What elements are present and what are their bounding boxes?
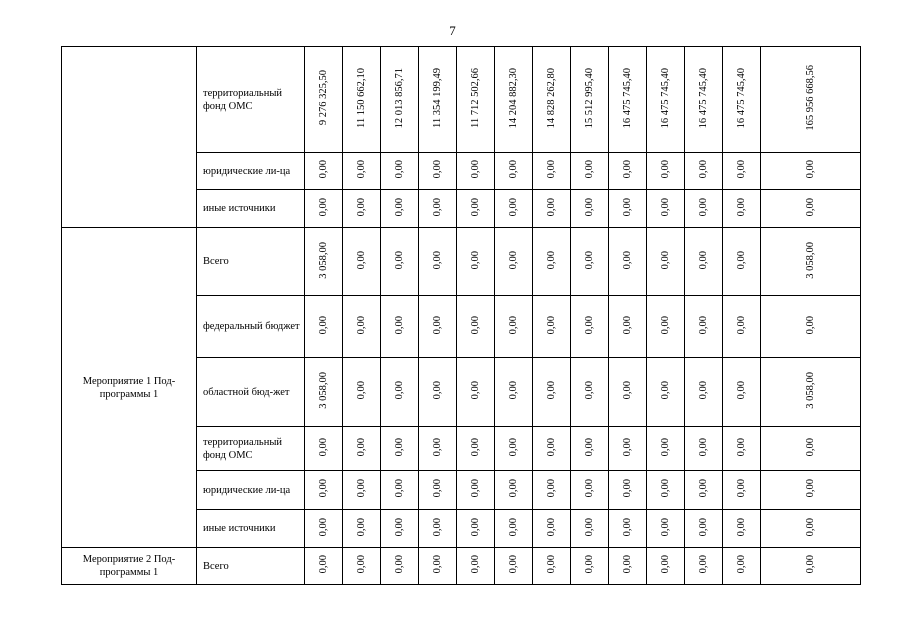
year-value-cell	[571, 358, 609, 427]
year-value-cell	[495, 510, 533, 548]
year-value-cell	[343, 510, 381, 548]
total-value-cell	[761, 228, 861, 296]
table-row	[62, 548, 861, 585]
year-value-cell	[533, 358, 571, 427]
amount-text: 0,00	[659, 250, 671, 270]
amount-text: 0,00	[621, 160, 633, 179]
year-value-cell	[495, 358, 533, 427]
amount-text: 0,00	[621, 555, 633, 574]
year-value-cell	[457, 296, 495, 358]
amount-text: 0,00	[697, 517, 709, 537]
year-value-cell	[685, 358, 723, 427]
amount-text: 0,00	[735, 517, 747, 537]
amount-text: 0,00	[469, 250, 481, 270]
year-value-cell	[609, 358, 647, 427]
amount-text: 0,00	[697, 250, 709, 270]
amount-text: 0,00	[317, 315, 329, 335]
year-value-cell	[723, 153, 761, 190]
year-value-cell	[685, 510, 723, 548]
amount-text: 0,00	[469, 479, 481, 498]
year-value-cell	[381, 190, 419, 228]
amount-text: 0,00	[507, 250, 519, 270]
year-value-cell	[647, 47, 685, 153]
year-value-cell	[609, 510, 647, 548]
amount-text: 0,00	[469, 555, 481, 574]
amount-text: 16 475 745,40	[659, 67, 671, 129]
amount-text: 0,00	[545, 555, 557, 574]
year-value-cell	[533, 427, 571, 471]
year-value-cell	[495, 471, 533, 510]
amount-text: 0,00	[393, 517, 405, 537]
amount-text: 0,00	[355, 517, 367, 537]
amount-text: 0,00	[545, 517, 557, 537]
year-value-cell	[723, 427, 761, 471]
amount-text: 3 058,00	[804, 372, 816, 409]
funding-source-cell: территориальный фонд ОМС	[197, 427, 305, 471]
amount-text: 0,00	[804, 479, 816, 498]
year-value-cell	[495, 296, 533, 358]
amount-text: 0,00	[431, 315, 443, 335]
amount-text: 0,00	[469, 197, 481, 217]
amount-text: 0,00	[697, 381, 709, 400]
amount-text: 0,00	[659, 381, 671, 400]
year-value-cell	[457, 190, 495, 228]
amount-text: 0,00	[431, 160, 443, 179]
year-value-cell	[381, 47, 419, 153]
amount-text: 0,00	[469, 437, 481, 457]
year-value-cell	[685, 471, 723, 510]
amount-text: 0,00	[507, 197, 519, 217]
year-value-cell	[609, 296, 647, 358]
amount-text: 14 828 262,80	[545, 67, 557, 129]
amount-text: 0,00	[393, 555, 405, 574]
year-value-cell	[305, 47, 343, 153]
year-value-cell	[457, 228, 495, 296]
year-value-cell	[419, 153, 457, 190]
activity-name-cell: Мероприятие 2 Под-программы 1	[62, 548, 197, 585]
year-value-cell	[419, 471, 457, 510]
year-value-cell	[723, 228, 761, 296]
year-value-cell	[457, 471, 495, 510]
amount-text: 0,00	[507, 437, 519, 457]
total-value-cell	[761, 427, 861, 471]
amount-text: 0,00	[735, 315, 747, 335]
year-value-cell	[343, 358, 381, 427]
amount-text: 0,00	[735, 437, 747, 457]
year-value-cell	[419, 296, 457, 358]
amount-text: 16 475 745,40	[735, 67, 747, 129]
amount-text: 0,00	[355, 160, 367, 179]
page-number: 7	[449, 23, 456, 38]
amount-text: 0,00	[804, 197, 816, 217]
amount-text: 0,00	[804, 555, 816, 574]
year-value-cell	[305, 228, 343, 296]
year-value-cell	[609, 548, 647, 585]
year-value-cell	[609, 471, 647, 510]
amount-text: 0,00	[545, 315, 557, 335]
amount-text: 0,00	[431, 381, 443, 400]
amount-text: 3 058,00	[317, 241, 329, 279]
amount-text: 16 475 745,40	[621, 67, 633, 129]
amount-text: 0,00	[697, 479, 709, 498]
year-value-cell	[305, 427, 343, 471]
year-value-cell	[533, 190, 571, 228]
year-value-cell	[647, 153, 685, 190]
year-value-cell	[609, 427, 647, 471]
year-value-cell	[685, 190, 723, 228]
year-value-cell	[533, 153, 571, 190]
amount-text: 15 512 995,40	[583, 67, 595, 129]
amount-text: 0,00	[431, 197, 443, 217]
year-value-cell	[457, 358, 495, 427]
year-value-cell	[609, 228, 647, 296]
year-value-cell	[533, 548, 571, 585]
amount-text: 0,00	[545, 437, 557, 457]
year-value-cell	[305, 153, 343, 190]
year-value-cell	[381, 228, 419, 296]
year-value-cell	[495, 427, 533, 471]
year-value-cell	[381, 548, 419, 585]
funding-source-cell: юридические ли-ца	[197, 471, 305, 510]
amount-text: 0,00	[583, 250, 595, 270]
amount-text: 0,00	[317, 517, 329, 537]
amount-text: 0,00	[735, 197, 747, 217]
amount-text: 0,00	[697, 197, 709, 217]
year-value-cell	[419, 548, 457, 585]
amount-text: 0,00	[659, 315, 671, 335]
year-value-cell	[305, 296, 343, 358]
funding-source-cell: Всего	[197, 548, 305, 585]
year-value-cell	[533, 47, 571, 153]
year-value-cell	[533, 471, 571, 510]
year-value-cell	[647, 190, 685, 228]
amount-text: 0,00	[355, 437, 367, 457]
year-value-cell	[457, 47, 495, 153]
amount-text: 0,00	[317, 479, 329, 498]
year-value-cell	[609, 190, 647, 228]
amount-text: 9 276 325,50	[317, 70, 329, 126]
amount-text: 0,00	[507, 479, 519, 498]
year-value-cell	[457, 548, 495, 585]
amount-text: 0,00	[583, 160, 595, 179]
activity-name-cell: Мероприятие 1 Под-программы 1	[62, 228, 197, 548]
amount-text: 0,00	[697, 160, 709, 179]
amount-text: 0,00	[431, 555, 443, 574]
amount-text: 0,00	[507, 160, 519, 179]
table-row	[62, 228, 861, 296]
year-value-cell	[571, 548, 609, 585]
year-value-cell	[381, 471, 419, 510]
budget-table	[61, 46, 861, 585]
year-value-cell	[381, 510, 419, 548]
amount-text: 0,00	[621, 250, 633, 270]
total-value-cell	[761, 153, 861, 190]
amount-text: 0,00	[545, 479, 557, 498]
amount-text: 0,00	[697, 555, 709, 574]
year-value-cell	[571, 471, 609, 510]
year-value-cell	[533, 510, 571, 548]
year-value-cell	[381, 358, 419, 427]
year-value-cell	[381, 296, 419, 358]
amount-text: 11 150 662,10	[355, 68, 367, 128]
amount-text: 0,00	[469, 315, 481, 335]
amount-text: 0,00	[469, 381, 481, 400]
amount-text: 3 058,00	[804, 241, 816, 279]
amount-text: 0,00	[659, 437, 671, 457]
year-value-cell	[609, 47, 647, 153]
amount-text: 0,00	[804, 315, 816, 335]
year-value-cell	[647, 358, 685, 427]
amount-text: 11 712 502,66	[469, 68, 481, 128]
year-value-cell	[305, 510, 343, 548]
amount-text: 0,00	[431, 517, 443, 537]
total-value-cell	[761, 471, 861, 510]
amount-text: 0,00	[583, 555, 595, 574]
amount-text: 0,00	[621, 437, 633, 457]
amount-text: 0,00	[355, 479, 367, 498]
amount-text: 0,00	[507, 555, 519, 574]
amount-text: 0,00	[659, 197, 671, 217]
amount-text: 0,00	[393, 197, 405, 217]
amount-text: 0,00	[583, 197, 595, 217]
year-value-cell	[343, 228, 381, 296]
year-value-cell	[343, 427, 381, 471]
amount-text: 0,00	[735, 479, 747, 498]
amount-text: 0,00	[621, 315, 633, 335]
year-value-cell	[685, 47, 723, 153]
year-value-cell	[609, 153, 647, 190]
amount-text: 0,00	[393, 381, 405, 400]
amount-text: 0,00	[317, 555, 329, 574]
year-value-cell	[647, 427, 685, 471]
year-value-cell	[457, 427, 495, 471]
year-value-cell	[495, 47, 533, 153]
year-value-cell	[419, 510, 457, 548]
year-value-cell	[457, 153, 495, 190]
year-value-cell	[685, 228, 723, 296]
amount-text: 0,00	[355, 197, 367, 217]
year-value-cell	[419, 47, 457, 153]
year-value-cell	[571, 510, 609, 548]
amount-text: 0,00	[659, 160, 671, 179]
year-value-cell	[343, 47, 381, 153]
year-value-cell	[647, 296, 685, 358]
total-value-cell	[761, 358, 861, 427]
table-row	[62, 47, 861, 153]
year-value-cell	[495, 190, 533, 228]
funding-source-cell: Всего	[197, 228, 305, 296]
year-value-cell	[571, 427, 609, 471]
year-value-cell	[343, 548, 381, 585]
year-value-cell	[723, 190, 761, 228]
amount-text: 0,00	[507, 315, 519, 335]
year-value-cell	[381, 153, 419, 190]
year-value-cell	[343, 471, 381, 510]
year-value-cell	[685, 427, 723, 471]
amount-text: 0,00	[735, 381, 747, 400]
amount-text: 0,00	[735, 160, 747, 179]
amount-text: 14 204 882,30	[507, 67, 519, 129]
year-value-cell	[647, 548, 685, 585]
amount-text: 0,00	[735, 555, 747, 574]
year-value-cell	[381, 427, 419, 471]
amount-text: 0,00	[804, 517, 816, 537]
activity-name-cell	[62, 47, 197, 228]
total-value-cell	[761, 47, 861, 153]
amount-text: 0,00	[621, 197, 633, 217]
amount-text: 0,00	[393, 479, 405, 498]
amount-text: 0,00	[317, 160, 329, 179]
year-value-cell	[571, 47, 609, 153]
amount-text: 0,00	[469, 160, 481, 179]
year-value-cell	[685, 296, 723, 358]
amount-text: 0,00	[659, 555, 671, 574]
total-value-cell	[761, 190, 861, 228]
amount-text: 0,00	[507, 517, 519, 537]
amount-text: 0,00	[804, 437, 816, 457]
year-value-cell	[685, 153, 723, 190]
amount-text: 0,00	[804, 160, 816, 179]
year-value-cell	[571, 228, 609, 296]
year-value-cell	[571, 153, 609, 190]
amount-text: 0,00	[469, 517, 481, 537]
year-value-cell	[723, 358, 761, 427]
total-value-cell	[761, 548, 861, 585]
amount-text: 0,00	[317, 437, 329, 457]
year-value-cell	[533, 296, 571, 358]
amount-text: 12 013 856,71	[393, 67, 405, 129]
amount-text: 0,00	[431, 250, 443, 270]
amount-text: 0,00	[545, 197, 557, 217]
total-value-cell	[761, 296, 861, 358]
amount-text: 0,00	[583, 479, 595, 498]
amount-text: 0,00	[735, 250, 747, 270]
year-value-cell	[343, 153, 381, 190]
funding-source-cell: юридические ли-ца	[197, 153, 305, 190]
amount-text: 0,00	[393, 160, 405, 179]
amount-text: 16 475 745,40	[697, 67, 709, 129]
amount-text: 0,00	[697, 437, 709, 457]
year-value-cell	[647, 471, 685, 510]
year-value-cell	[533, 228, 571, 296]
amount-text: 0,00	[431, 437, 443, 457]
amount-text: 165 956 668,56	[804, 65, 816, 131]
amount-text: 0,00	[545, 250, 557, 270]
amount-text: 0,00	[583, 315, 595, 335]
year-value-cell	[647, 228, 685, 296]
year-value-cell	[495, 548, 533, 585]
amount-text: 3 058,00	[317, 372, 329, 409]
year-value-cell	[571, 296, 609, 358]
year-value-cell	[723, 510, 761, 548]
year-value-cell	[419, 190, 457, 228]
year-value-cell	[305, 471, 343, 510]
year-value-cell	[305, 548, 343, 585]
year-value-cell	[419, 427, 457, 471]
amount-text: 0,00	[431, 479, 443, 498]
funding-source-cell: федеральный бюджет	[197, 296, 305, 358]
year-value-cell	[495, 153, 533, 190]
year-value-cell	[457, 510, 495, 548]
amount-text: 0,00	[659, 479, 671, 498]
year-value-cell	[685, 548, 723, 585]
amount-text: 11 354 199,49	[431, 68, 443, 128]
year-value-cell	[723, 296, 761, 358]
funding-source-cell: иные источники	[197, 190, 305, 228]
funding-source-cell: иные источники	[197, 510, 305, 548]
year-value-cell	[571, 190, 609, 228]
amount-text: 0,00	[545, 160, 557, 179]
total-value-cell	[761, 510, 861, 548]
amount-text: 0,00	[545, 381, 557, 400]
amount-text: 0,00	[355, 381, 367, 400]
amount-text: 0,00	[583, 381, 595, 400]
amount-text: 0,00	[583, 437, 595, 457]
amount-text: 0,00	[317, 197, 329, 217]
amount-text: 0,00	[393, 315, 405, 335]
year-value-cell	[343, 296, 381, 358]
amount-text: 0,00	[583, 517, 595, 537]
year-value-cell	[305, 358, 343, 427]
year-value-cell	[723, 471, 761, 510]
year-value-cell	[723, 47, 761, 153]
year-value-cell	[419, 228, 457, 296]
amount-text: 0,00	[659, 517, 671, 537]
amount-text: 0,00	[697, 315, 709, 335]
year-value-cell	[343, 190, 381, 228]
year-value-cell	[419, 358, 457, 427]
amount-text: 0,00	[355, 250, 367, 270]
amount-text: 0,00	[393, 250, 405, 270]
amount-text: 0,00	[355, 555, 367, 574]
amount-text: 0,00	[621, 381, 633, 400]
amount-text: 0,00	[621, 479, 633, 498]
amount-text: 0,00	[507, 381, 519, 400]
year-value-cell	[305, 190, 343, 228]
funding-source-cell: территориальный фонд ОМС	[197, 47, 305, 153]
funding-source-cell: областной бюд-жет	[197, 358, 305, 427]
year-value-cell	[647, 510, 685, 548]
amount-text: 0,00	[621, 517, 633, 537]
amount-text: 0,00	[393, 437, 405, 457]
year-value-cell	[495, 228, 533, 296]
year-value-cell	[723, 548, 761, 585]
amount-text: 0,00	[355, 315, 367, 335]
